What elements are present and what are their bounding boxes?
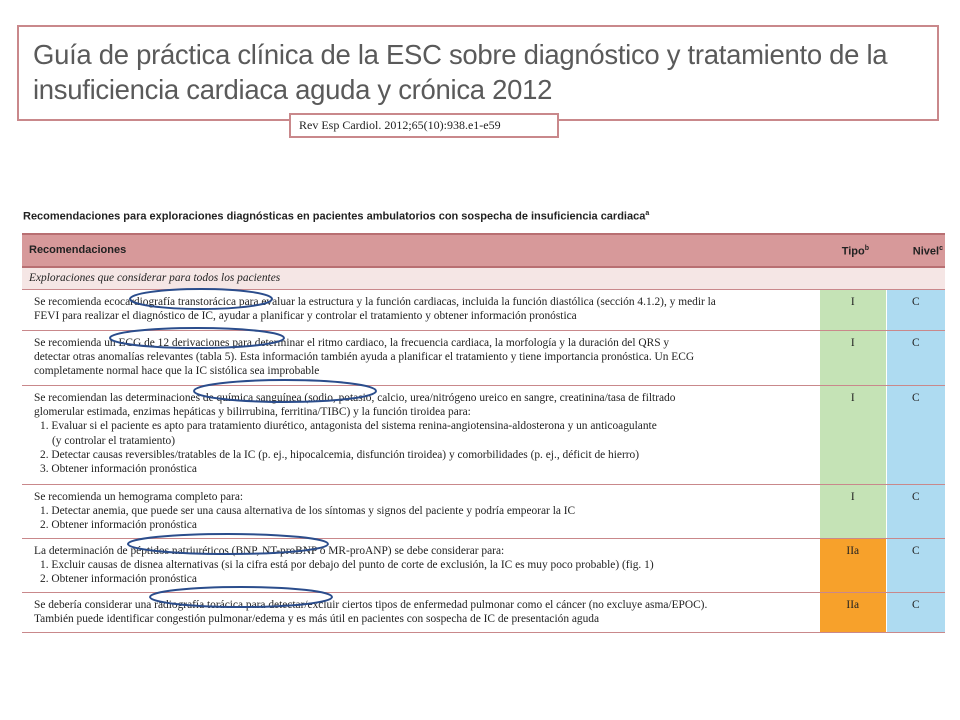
header-recommendations: Recomendaciones xyxy=(22,234,820,267)
page-title xyxy=(33,37,923,107)
citation-box: Rev Esp Cardiol. 2012;65(10):938.e1-e59 xyxy=(289,113,559,138)
recommendation-text xyxy=(22,386,820,485)
list-item: 1. Detectar anemia, que puede ser una causa alternativa de los síntomas y signos del paciente y podría empeorar la IC xyxy=(40,505,576,518)
list-item: (y controlar el tratamiento) xyxy=(52,434,176,447)
text-line: detectar otras anomalías relevantes (tabla 5). Esta información también ayuda a planificar el tratamiento y tiene importancia pronóstica. Un ECG xyxy=(34,351,695,364)
list-item: 1. Evaluar si el paciente es apto para tratamiento diurético, antagonista del sistema renina-angiotensina-aldosterona y un anticoagulante xyxy=(40,420,657,433)
text-line: Se recomiendan las determinaciones de química sanguínea (sodio, potasio, calcio, urea/nitrógeno ureico en sangre, creatinina/tasa de filtrado xyxy=(34,392,676,404)
nivel-cell: C xyxy=(886,386,945,485)
text-line: Se recomienda un hemograma completo para: xyxy=(34,491,244,503)
tipo-cell: I xyxy=(820,386,886,485)
header-tipo xyxy=(820,234,886,267)
recommendation-text xyxy=(22,290,820,331)
recommendation-text xyxy=(22,331,820,386)
recommendation-text xyxy=(22,485,820,539)
tipo-cell: I xyxy=(820,331,886,386)
title-box xyxy=(17,25,939,121)
page-title-line-1: Guía de práctica clínica de la ESC sobre diagnóstico y tratamiento de la xyxy=(33,39,888,70)
table-caption xyxy=(23,210,923,223)
page-title-line-2: insuficiencia cardiaca aguda y crónica 2012 xyxy=(33,74,553,105)
list-item: 2. Detectar causas reversibles/tratables de la IC (p. ej., hipocalcemia, disfunción tiroidea) y comorbilidades (p. ej., déficit de hierro) xyxy=(40,448,640,461)
list-item: 2. Obtener información pronóstica xyxy=(40,519,197,532)
text-line: FEVI para realizar el diagnóstico de IC, ayudar a planificar y controlar el tratamiento y obtener información pronóstica xyxy=(34,310,577,323)
table-caption-footnote: a xyxy=(645,210,650,217)
text-line: También puede identificar congestión pulmonar/edema y es más útil en pacientes con sospecha de IC de presentación aguda xyxy=(34,613,600,626)
list-item: 2. Obtener información pronóstica xyxy=(40,573,197,586)
header-tipo-footnote: b xyxy=(864,245,869,253)
table-row xyxy=(22,386,945,485)
text-line: glomerular estimada, enzimas hepáticas y bilirrubina, ferritina/TIBC) y la función tiroidea para: xyxy=(34,406,471,419)
table-header-row xyxy=(22,234,945,267)
tipo-cell: IIa xyxy=(820,593,886,633)
tipo-cell: I xyxy=(820,290,886,331)
tipo-cell: IIa xyxy=(820,539,886,593)
text-line: Se recomienda un ECG de 12 derivaciones para determinar el ritmo cardiaco, la frecuencia cardiaca, la morfología y la duración del QRS y xyxy=(34,337,670,349)
text-line: Se debería considerar una radiografía torácica para detectar/excluir ciertos tipos de enfermedad pulmonar como el cáncer (no excluye asma/EPOC). xyxy=(34,599,708,611)
text-line: La determinación de péptidos natriuréticos (BNP, NT-proBNP o MR-proANP) se debe considerar para: xyxy=(34,545,505,557)
list-item: 1. Excluir causas de disnea alternativas (si la cifra está por debajo del punto de corte de exclusión, la IC es muy poco probable) (fig. 1) xyxy=(40,559,654,572)
text-line: completamente normal hace que la IC sistólica sea improbable xyxy=(34,365,320,378)
header-nivel-footnote: c xyxy=(939,245,943,253)
table-row xyxy=(22,331,945,386)
table-caption-text: Recomendaciones para exploraciones diagnósticas en pacientes ambulatorios con sospecha de insuficiencia cardiaca xyxy=(23,210,646,223)
header-nivel xyxy=(886,234,945,267)
list-item: 3. Obtener información pronóstica xyxy=(40,463,197,476)
nivel-cell: C xyxy=(886,290,945,331)
nivel-cell: C xyxy=(886,485,945,539)
nivel-cell: C xyxy=(886,539,945,593)
nivel-cell: C xyxy=(886,331,945,386)
table-row xyxy=(22,290,945,331)
table-row xyxy=(22,593,945,633)
section-row xyxy=(22,267,945,290)
table-row xyxy=(22,485,945,539)
table-row xyxy=(22,539,945,593)
tipo-cell: I xyxy=(820,485,886,539)
recommendations-table xyxy=(22,233,945,633)
recommendation-text xyxy=(22,539,820,593)
header-tipo-label: Tipo xyxy=(841,245,865,258)
header-nivel-label: Nivel xyxy=(912,245,940,258)
recommendation-text xyxy=(22,593,820,633)
section-label: Exploraciones que considerar para todos los pacientes xyxy=(22,267,945,290)
nivel-cell: C xyxy=(886,593,945,633)
text-line: Se recomienda ecocardiografía transtorácica para evaluar la estructura y la función cardiacas, incluida la función diastólica (sección 4.1.2), y medir la xyxy=(34,296,716,308)
